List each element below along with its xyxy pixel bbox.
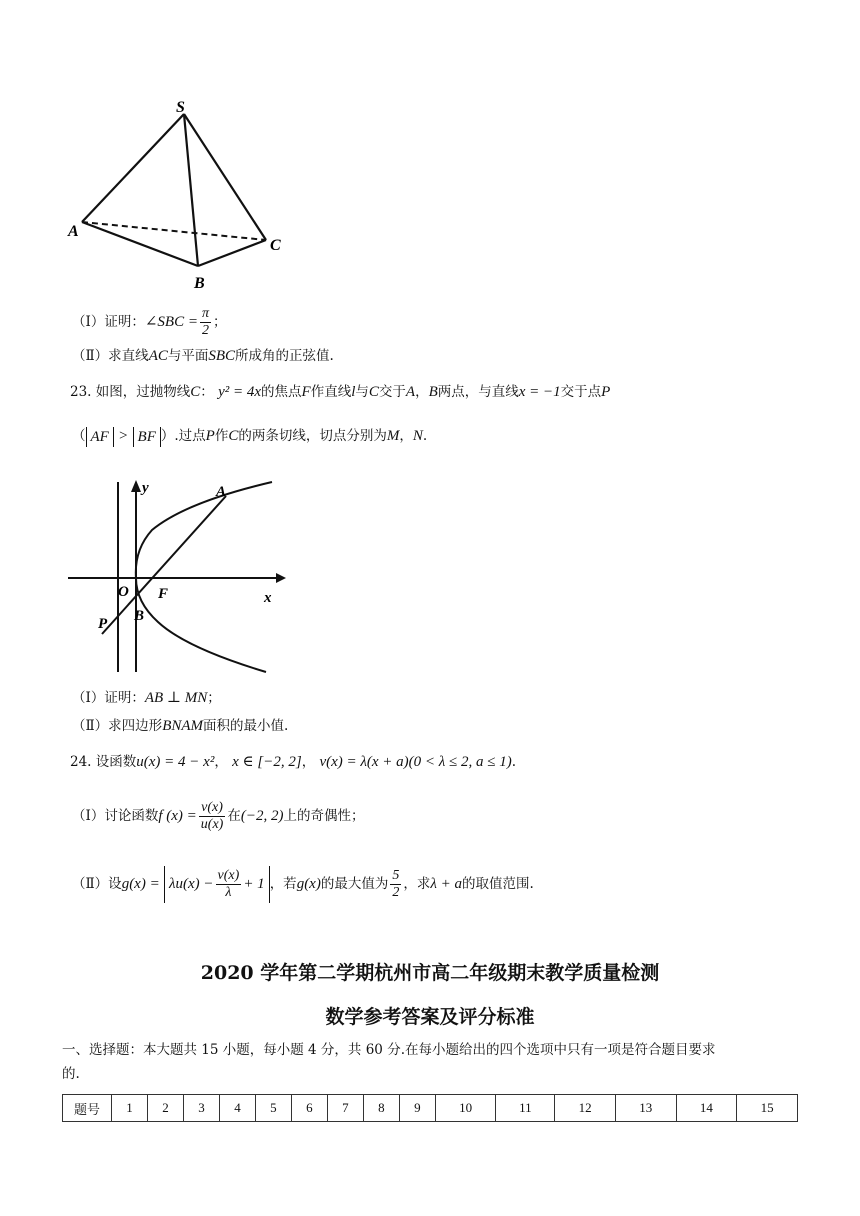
label-F: F (158, 586, 169, 602)
q23-part2: （Ⅱ）求四边形BNAM面积的最小值. (72, 718, 289, 734)
table-cell: 13 (615, 1095, 676, 1122)
table-cell: 8 (363, 1095, 399, 1122)
label-P: P (98, 616, 108, 632)
section-instruction: 一、选择题：本大题共 15 小题，每小题 4 分，共 60 分.在每小题给出的四个选项中只有一项是符合题目要求 (62, 1042, 716, 1058)
table-cell: 15 (737, 1095, 798, 1122)
q24-part1: （Ⅰ）讨论函数f (x) = $\frac{v(x)}{u(x)}$ 在(−2, 2)上的奇偶性； (72, 800, 365, 832)
table-cell: 10 (435, 1095, 496, 1122)
table-cell: 11 (496, 1095, 555, 1122)
section-instruction-cont: 的. (62, 1066, 80, 1082)
table-cell: 3 (183, 1095, 219, 1122)
table-cell: 12 (555, 1095, 616, 1122)
label-A: A (216, 484, 227, 500)
table-header-cell: 题号 (63, 1095, 112, 1122)
parabola-figure (66, 472, 296, 678)
label-B: B (194, 275, 205, 292)
table-cell: 6 (291, 1095, 327, 1122)
q24-part2: （Ⅱ）设g(x) = λu(x) − $\frac{v(x)}{\lambda}$ + 1 ，若g(x)的最大值为 $\frac{5}{2}$ ，求λ + a的取值范围. (72, 866, 534, 903)
label-x: x (264, 590, 272, 606)
q22-part2: （Ⅱ）求直线AC与平面SBC所成角的正弦值. (72, 348, 334, 364)
table-cell: 5 (255, 1095, 291, 1122)
table-row (63, 1095, 798, 1122)
table-cell: 4 (219, 1095, 255, 1122)
q23-part1: （Ⅰ）证明：AB ⊥ MN； (72, 690, 221, 706)
label-O: O (118, 584, 129, 600)
tetrahedron-figure (60, 96, 300, 296)
q24-stem: 24. 设函数u(x) = 4 − x²， x ∈ [−2, 2]， v(x) = λ(x + a)(0 < λ ≤ 2, a ≤ 1). (70, 754, 517, 770)
q23-condition: （ AF > BF ）.过点P作C的两条切线，切点分别为M，N. (72, 428, 428, 445)
label-y: y (142, 480, 149, 496)
label-A: A (68, 223, 79, 240)
answer-table (62, 1094, 798, 1122)
answer-title: 2020 学年第二学期杭州市高二年级期末教学质量检测 (200, 962, 660, 984)
label-B: B (134, 608, 145, 624)
table-cell: 1 (112, 1095, 148, 1122)
table-cell: 2 (147, 1095, 183, 1122)
table-cell: 7 (327, 1095, 363, 1122)
q23-stem: 23. 如图，过抛物线C： y² = 4x的焦点F作直线l与C交于A，B两点，与直线x = −1交于点P (70, 384, 611, 400)
q22-part1: （Ⅰ）证明：∠SBC = $\frac{\pi}{2}$ ； (72, 306, 227, 338)
label-S: S (176, 99, 185, 116)
label-C: C (270, 237, 281, 254)
table-cell: 9 (399, 1095, 435, 1122)
answer-subtitle: 数学参考答案及评分标准 (325, 1006, 535, 1028)
table-cell: 14 (676, 1095, 737, 1122)
